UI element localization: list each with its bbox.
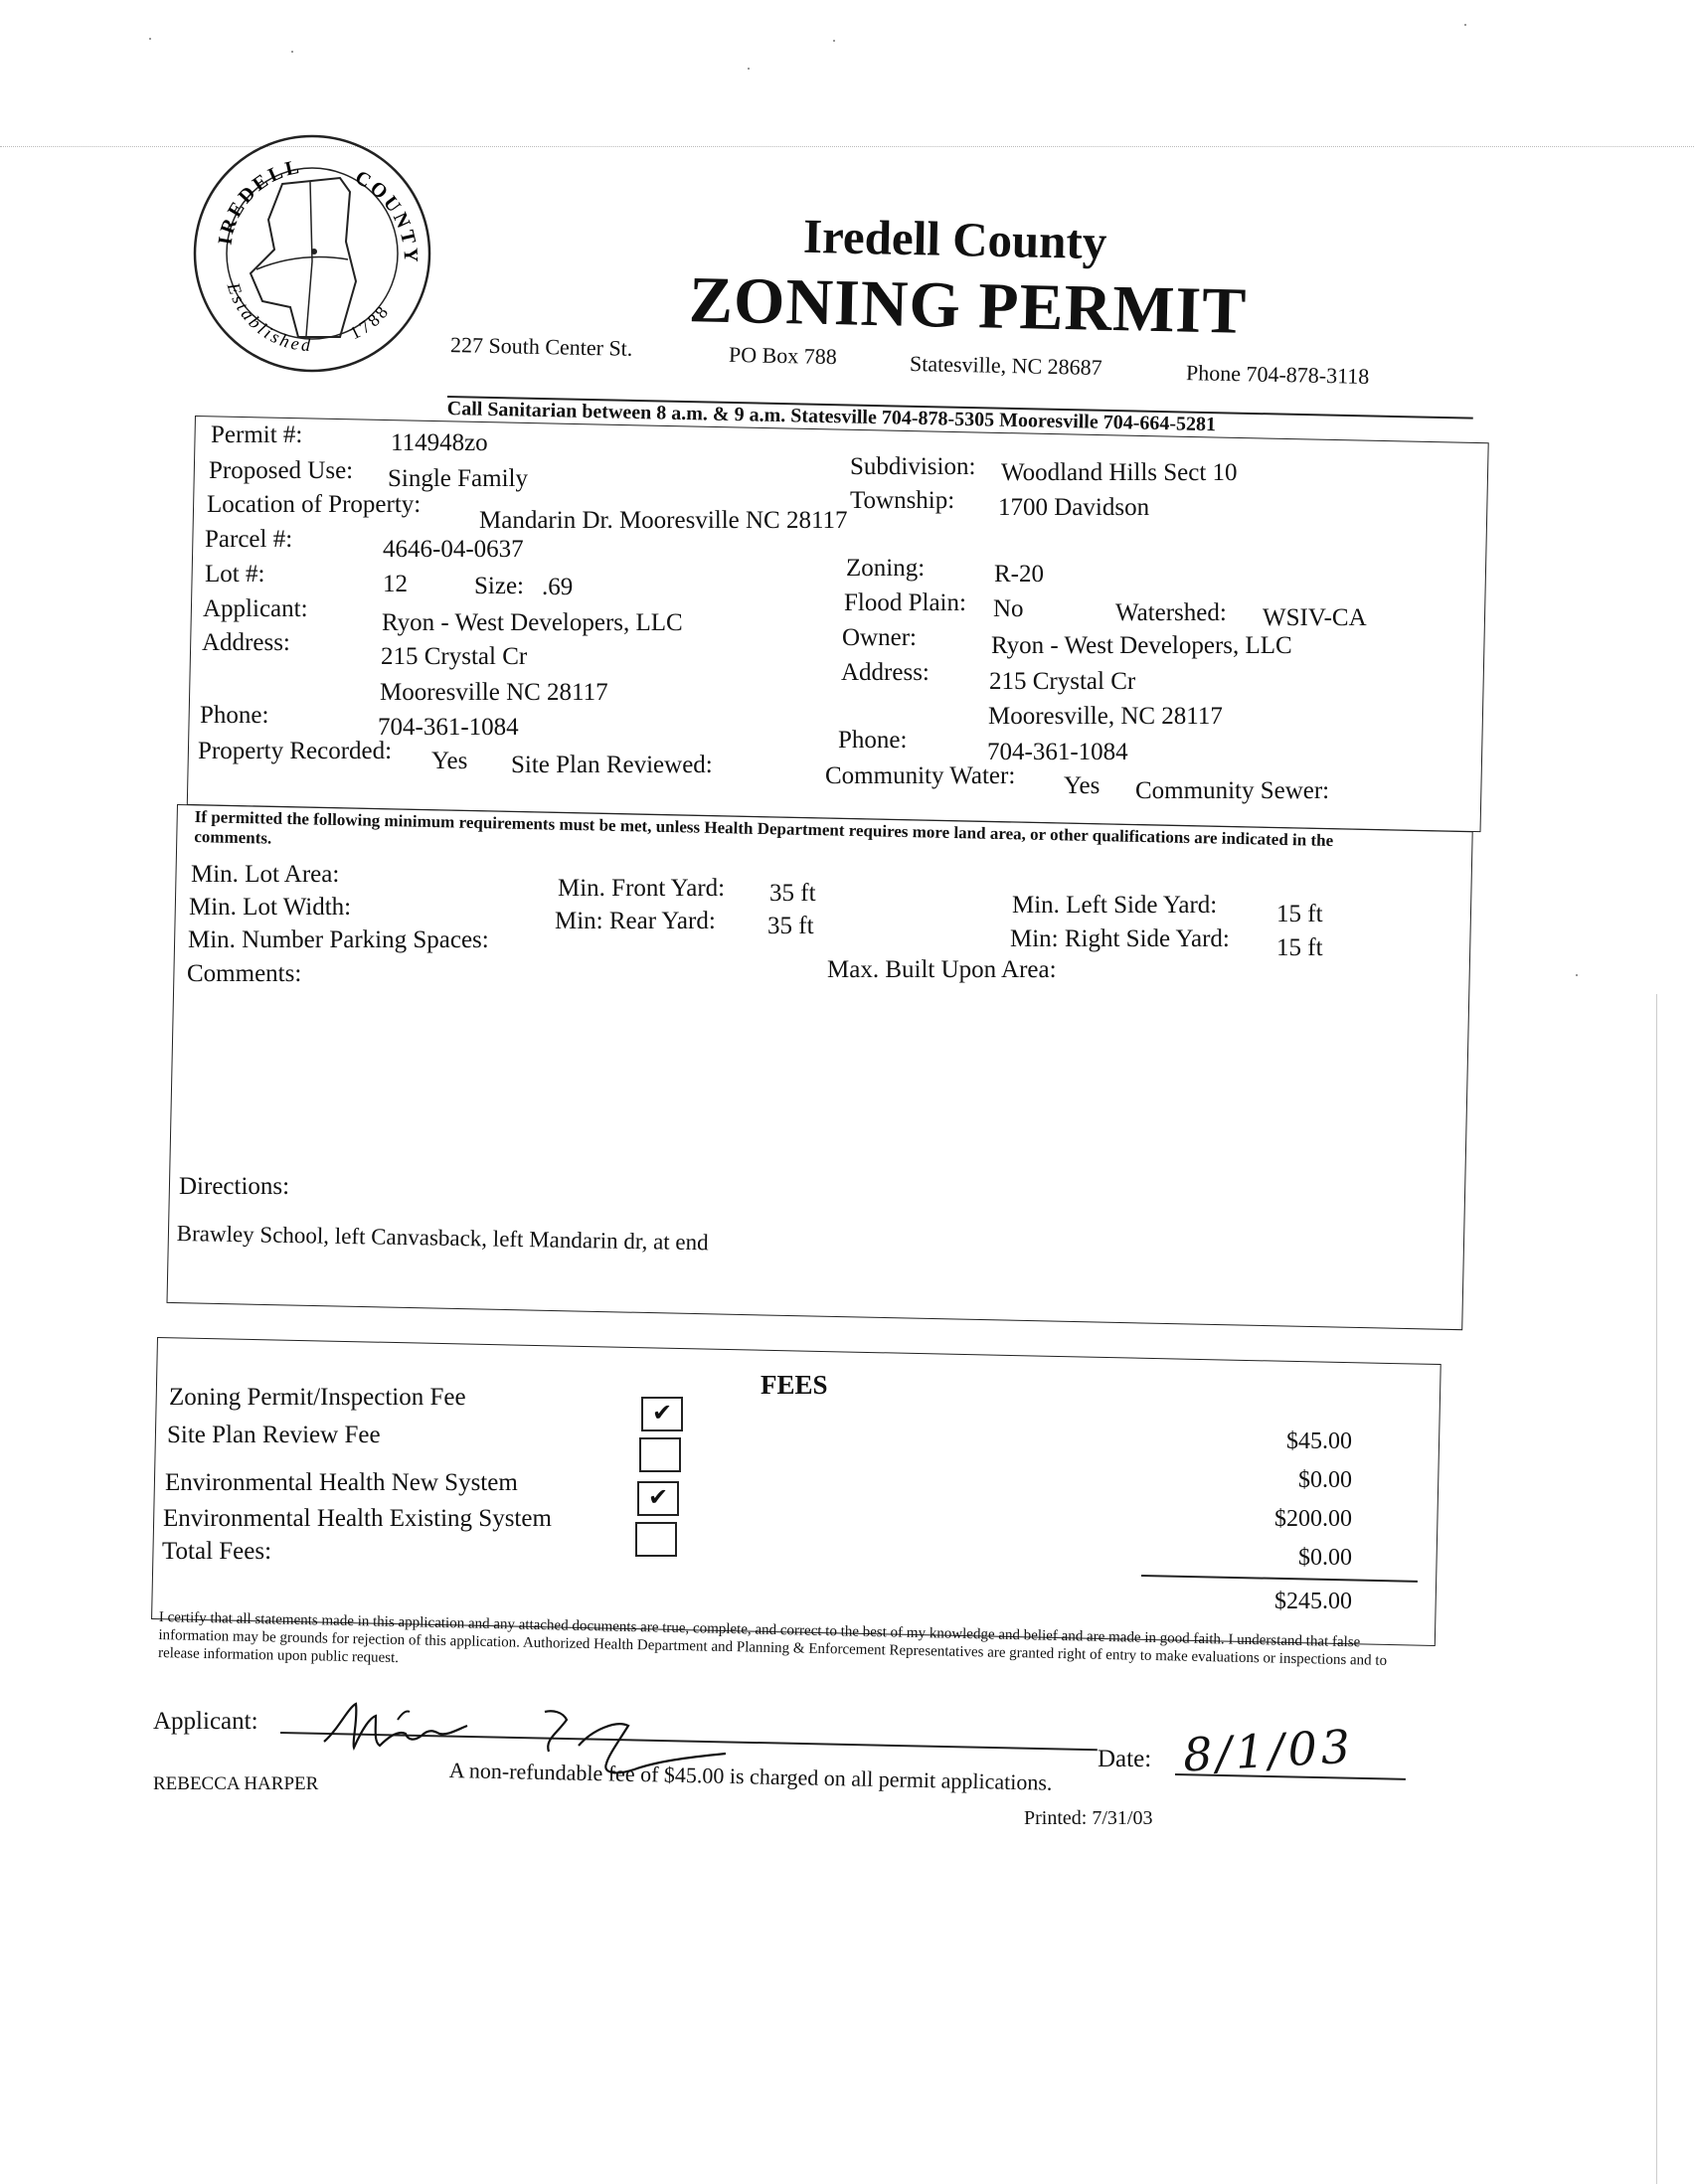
owner-address-label: Address:: [841, 659, 930, 686]
applicant-signature-label: Applicant:: [153, 1708, 258, 1735]
scan-speck: [291, 51, 293, 53]
min-parking-label: Min. Number Parking Spaces:: [188, 926, 489, 953]
fee-checkbox-env-new[interactable]: ✔: [637, 1481, 679, 1516]
site-plan-reviewed-label: Site Plan Reviewed:: [511, 752, 713, 778]
fee-label-zoning: Zoning Permit/Inspection Fee: [169, 1384, 466, 1411]
owner-phone: 704-361-1084: [987, 739, 1128, 765]
applicant-address-line1: 215 Crystal Cr: [381, 643, 528, 670]
zoning-label: Zoning:: [846, 555, 926, 582]
svg-text:COUNTY: [351, 166, 422, 265]
township: 1700 Davidson: [998, 494, 1150, 521]
applicant-address-label: Address:: [202, 629, 290, 656]
svg-text:1788: [347, 300, 394, 343]
office-city: Statesville, NC 28687: [909, 350, 1102, 381]
owner-name: Ryon - West Developers, LLC: [991, 632, 1292, 659]
min-right-side-yard-label: Min: Right Side Yard:: [1010, 925, 1230, 952]
proposed-use: Single Family: [388, 465, 528, 492]
location: Mandarin Dr. Mooresville NC 28117: [479, 507, 848, 534]
min-right-side-yard: 15 ft: [1276, 934, 1323, 961]
total-fees-label: Total Fees:: [162, 1538, 272, 1565]
location-label: Location of Property:: [207, 491, 422, 518]
proposed-use-label: Proposed Use:: [209, 457, 354, 484]
applicant-name: Ryon - West Developers, LLC: [382, 609, 683, 636]
office-street: 227 South Center St.: [449, 332, 633, 361]
requirements-box: [166, 804, 1472, 1330]
scan-speck: [149, 38, 151, 40]
page-title: ZONING PERMIT: [688, 263, 1248, 348]
owner-address-line2: Mooresville, NC 28117: [988, 703, 1223, 730]
fee-checkbox-site-plan[interactable]: [639, 1437, 681, 1472]
applicant-phone: 704-361-1084: [378, 714, 519, 741]
scan-speck: [748, 68, 750, 70]
county-name: Iredell County: [802, 208, 1107, 270]
directions-label: Directions:: [179, 1173, 290, 1200]
applicant-phone-label: Phone:: [200, 702, 269, 729]
flood-plain-label: Flood Plain:: [844, 589, 966, 616]
seal-top-text: IREDELL: [214, 155, 304, 247]
min-left-side-yard: 15 ft: [1276, 901, 1323, 927]
owner-label: Owner:: [842, 624, 917, 651]
township-label: Township:: [850, 487, 955, 514]
scan-edge-line-right: [1656, 994, 1657, 2184]
seal-left-text: Established: [223, 279, 314, 356]
svg-text:IREDELL: [214, 156, 303, 247]
non-refundable-fee-notice: A non-refundable fee of $45.00 is charged on all permit applications.: [448, 1758, 1053, 1795]
community-water-label: Community Water:: [825, 762, 1016, 789]
subdivision-label: Subdivision:: [850, 453, 976, 480]
fee-label-env-existing: Environmental Health Existing System: [163, 1505, 552, 1532]
office-po-box: PO Box 788: [728, 341, 838, 370]
certification-text: I certify that all statements made in this application and any attached documents are true, complete, and correct to the best of my knowledge and belief and are made in good faith. I understand that false information may be grounds for rejection of this application. Authorized Health Department and Planning & Enforcement Representatives are granted right of entry to make evaluations or inspections and to release information upon public request.: [157, 1608, 1388, 1669]
office-phone: Phone 704-878-3118: [1185, 360, 1370, 389]
fee-amount: $45.00: [1286, 1428, 1352, 1454]
date-label: Date:: [1098, 1746, 1152, 1772]
zoning: R-20: [994, 561, 1044, 588]
owner-address-line1: 215 Crystal Cr: [989, 668, 1136, 695]
county-seal-logo: [191, 132, 433, 375]
flood-plain: No: [993, 595, 1024, 622]
parcel-number: 4646-04-0637: [383, 536, 524, 563]
fees-title: FEES: [761, 1370, 828, 1400]
date-handwritten: 8/1/03: [1181, 1719, 1356, 1782]
requirements-notice: If permitted the following minimum requirements must be met, unless Health Department requires more land area, or other qualifications are indicated in the comments.: [194, 807, 1334, 850]
scan-speck: [1464, 24, 1466, 26]
clerk-name: REBECCA HARPER: [153, 1773, 319, 1794]
community-sewer-label: Community Sewer:: [1135, 777, 1330, 804]
seal-year-text: 1788: [346, 299, 394, 344]
applicant-label: Applicant:: [203, 595, 308, 622]
directions: Brawley School, left Canvasback, left Mandarin dr, at end: [176, 1221, 709, 1256]
owner-phone-label: Phone:: [838, 727, 908, 754]
min-lot-width-label: Min. Lot Width:: [189, 894, 352, 921]
fee-amount: $0.00: [1298, 1467, 1352, 1493]
min-front-yard-label: Min. Front Yard:: [558, 875, 726, 902]
min-front-yard: 35 ft: [769, 880, 816, 907]
community-water: Yes: [1064, 772, 1101, 799]
fee-checkbox-zoning[interactable]: ✔: [641, 1397, 683, 1431]
fee-amount: $200.00: [1274, 1506, 1352, 1532]
permit-number-label: Permit #:: [211, 421, 303, 448]
sanitarian-notice: Call Sanitarian between 8 a.m. & 9 a.m. Statesville 704-878-5305 Mooresville 704-664-5281: [446, 398, 1217, 436]
fee-amount: $0.00: [1298, 1545, 1352, 1571]
min-left-side-yard-label: Min. Left Side Yard:: [1012, 892, 1218, 919]
seal-right-text: COUNTY: [351, 166, 423, 266]
applicant-address-line2: Mooresville NC 28117: [380, 679, 608, 706]
fee-label-site-plan: Site Plan Review Fee: [167, 1422, 381, 1448]
printed-date: Printed: 7/31/03: [1024, 1807, 1153, 1829]
watershed-label: Watershed:: [1115, 599, 1227, 626]
subdivision: Woodland Hills Sect 10: [1001, 459, 1238, 486]
lot-size-label: Size:: [474, 573, 524, 599]
property-recorded: Yes: [431, 748, 468, 774]
watershed: WSIV-CA: [1263, 604, 1367, 631]
min-lot-area-label: Min. Lot Area:: [191, 861, 340, 888]
fee-label-env-new: Environmental Health New System: [165, 1469, 518, 1496]
parcel-label: Parcel #:: [205, 526, 293, 553]
min-rear-yard: 35 ft: [767, 913, 814, 939]
lot-size: .69: [542, 574, 574, 600]
total-fees: $245.00: [1274, 1589, 1352, 1614]
lot-number: 12: [383, 571, 408, 597]
comments-label: Comments:: [187, 960, 302, 987]
fee-checkbox-env-existing[interactable]: [635, 1522, 677, 1557]
scan-speck: [1576, 974, 1578, 976]
scan-speck: [833, 40, 835, 42]
min-rear-yard-label: Min: Rear Yard:: [555, 908, 716, 934]
lot-label: Lot #:: [205, 561, 265, 588]
max-built-upon-area-label: Max. Built Upon Area:: [827, 956, 1057, 983]
permit-number: 114948zo: [391, 429, 488, 456]
property-recorded-label: Property Recorded:: [198, 738, 393, 764]
